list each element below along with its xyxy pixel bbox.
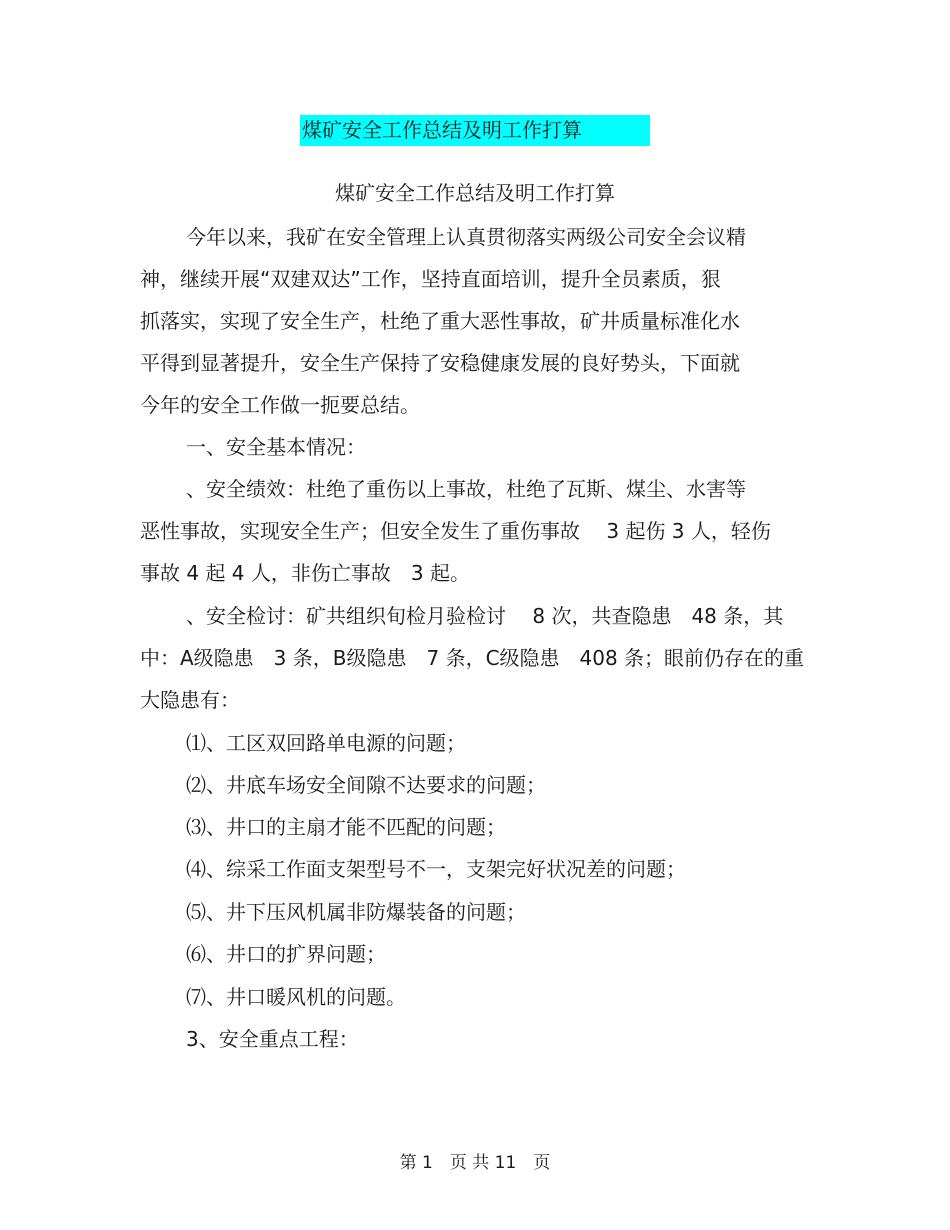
hazard-item: ⑵、井底车场安全间隙不达要求的问题；: [186, 773, 546, 797]
hazard-item: ⑴、工区双回路单电源的问题；: [186, 731, 466, 755]
intro-line: 平得到显著提升，安全生产保持了安稳健康发展的良好势头，下面就: [140, 351, 740, 375]
document-subtitle: 煤矿安全工作总结及明工作打算: [335, 181, 615, 205]
hazard-item: ⑷、综采工作面支架型号不一，支架完好状况差的问题；: [186, 857, 686, 881]
performance-line: 、安全绩效：杜绝了重伤以上事故，杜绝了瓦斯、煤尘、水害等: [186, 477, 746, 501]
hazard-item: ⑹、井口的扩界问题；: [186, 942, 386, 966]
inspection-line: 大隐患有：: [140, 688, 240, 712]
hazard-item: ⑶、井口的主扇才能不匹配的问题；: [186, 815, 506, 839]
inspection-line: 、安全检讨：矿共组织旬检月验检讨 8 次，共查隐患 48 条，其: [186, 604, 784, 628]
page-number: 第 1 页 共 11 页: [399, 1153, 551, 1173]
intro-line: 抓落实，实现了安全生产，杜绝了重大恶性事故，矿井质量标准化水: [140, 309, 740, 333]
hazard-item: ⑸、井下压风机属非防爆装备的问题；: [186, 900, 526, 924]
document-header-title: 煤矿安全工作总结及明工作打算: [300, 115, 650, 146]
performance-line: 恶性事故，实现安全生产；但安全发生了重伤事故 3 起伤 3 人，轻伤: [140, 519, 771, 543]
performance-line: 事故 4 起 4 人，非伤亡事故 3 起。: [140, 561, 470, 585]
intro-line: 神，继续开展“双建双达”工作，坚持直面培训，提升全员素质，狠: [140, 267, 721, 291]
section-heading: 3、安全重点工程：: [186, 1027, 359, 1051]
hazard-item: ⑺、井口暖风机的问题。: [186, 985, 406, 1009]
inspection-line: 中：A级隐患 3 条，B级隐患 7 条，C级隐患 408 条；眼前仍存在的重: [140, 646, 805, 670]
intro-line: 今年的安全工作做一扼要总结。: [140, 393, 420, 417]
section-heading: 一、安全基本情况：: [186, 435, 366, 459]
intro-line: 今年以来，我矿在安全管理上认真贯彻落实两级公司安全会议精: [186, 225, 746, 249]
